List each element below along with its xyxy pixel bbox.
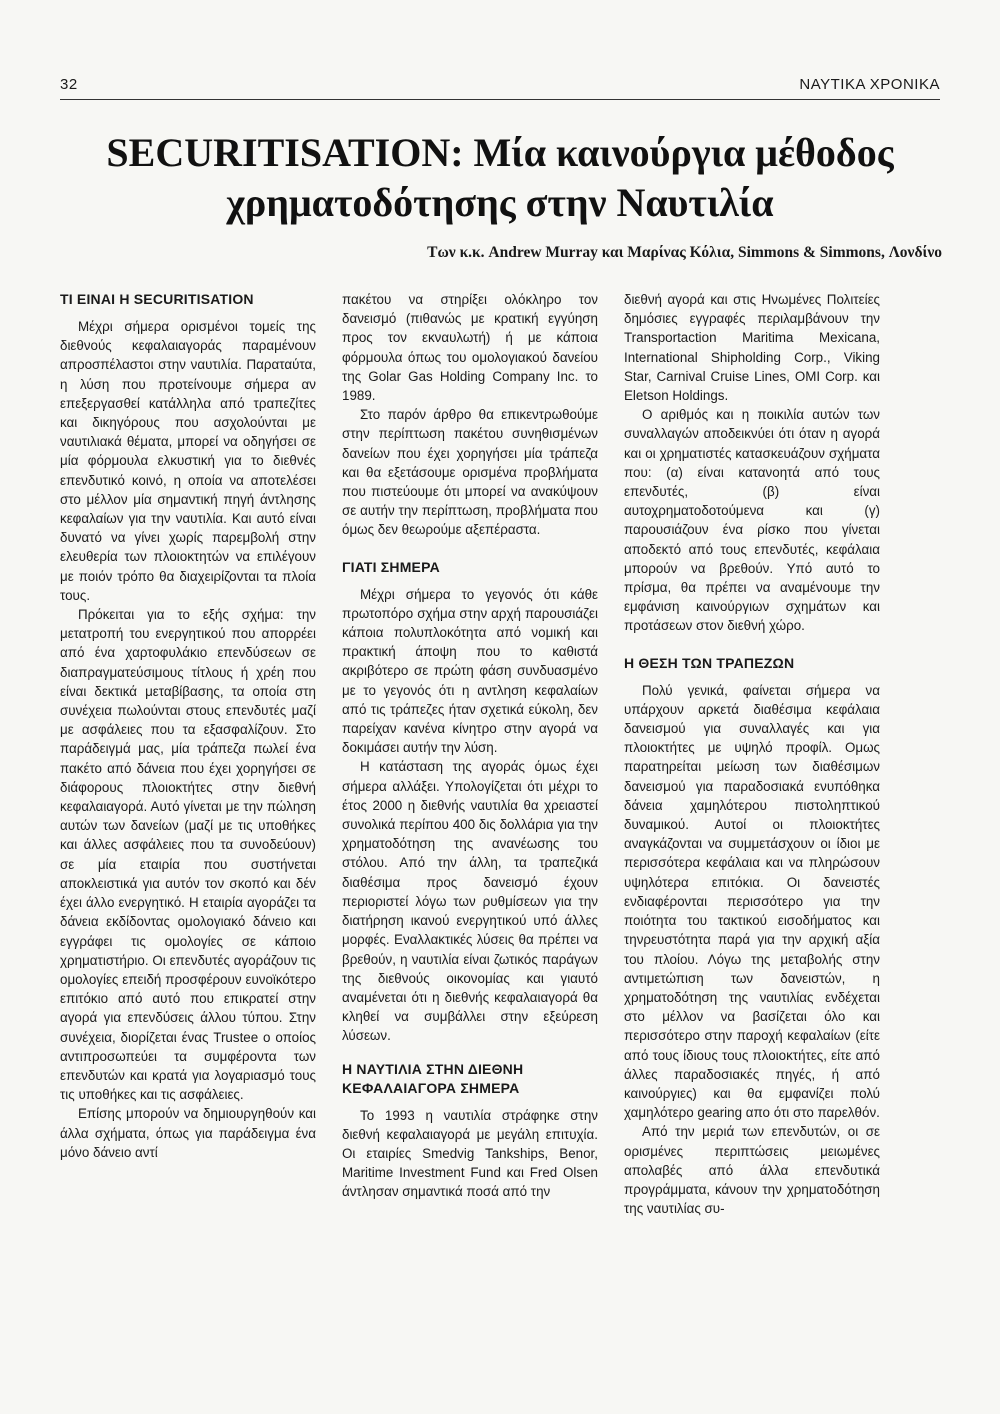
article-byline: Των κ.κ. Andrew Murray και Μαρίνας Κόλια, Simmons & Simmons, Λονδίνο: [427, 244, 942, 261]
header-rule: [60, 99, 940, 100]
paragraph: Μέχρι σήμερα ορισμένοι τομείς της διεθνούς κεφαλαιαγοράς παραμένουν απροσπέλαστοι στην ναυτιλία. Παραταύτα, η λύση που προτείνουμε σήμερα αν επεξεργασθεί κατάλληλα από τραπεζίτες και δικηγόρους που ασχολούνται με ναυτιλιακά θέματα, μπορεί να οδηγήσει σε μία φόρμουλα ελκυστική για το διεθνές επενδυτικό κοινό, η οποία να αποτελέσει στο μέλλον μία σημαντική πηγή άντλησης κεφαλαίων για την ναυτιλία. Και αυτό είναι δυνατό να γίνει χωρίς παρεμβολή στην ελευθερία των πλοιοκτητών να επιλέγουν με ποιόν τρόπο θα διαχειρίζονται τα πλοία τους.: [60, 319, 316, 603]
article-title-line-2: χρηματοδότησης στην Ναυτιλία: [226, 180, 774, 225]
section-heading: [342, 1060, 598, 1098]
section-heading: Η ΘΕΣΗ ΤΩΝ ΤΡΑΠΕΖΩΝ: [624, 654, 795, 671]
section-heading: ΤΙ ΕΙΝΑΙ Η SECURITISATION: [60, 291, 254, 307]
paragraph: Στο παρόν άρθρο θα επικεντρωθούμε στην περίπτωση πακέτου συνηθισμένων δανείων που έχει χορηγήσει μία τράπεζα και θα εξετάσουμε ορισμένα προβλήματα που πιστεύουμε ότι μπορεί να ανακύψουν σε αυτήν την περίπτωση, προβλήματα που όμως δεν θεωρούμε αξεπέραστα.: [342, 407, 598, 538]
paragraph: πακέτου να στηρίξει ολόκληρο τον δανεισμό (πιθανώς με κρατική εγγύηση προς τον εκναυλωτή) ή με κάποια φόρμουλα όπως του ομολογιακού δανείου της Golar Gas Holding Company Inc. το 1989.: [342, 292, 598, 404]
paragraph: Ο αριθμός και η ποικιλία αυτών των συναλλαγών αποδεικνύει ότι όταν η αγορά και οι χρηματιστές κατασκευάζουν σχήματα που: (α) είναι κατανοητά από τους επενδυτές, (β) είναι αυτοχρηματοδοτούμενα και (γ) παρουσιάζουν ένα ρίσκο που γίνεται αποδεκτό από τους επενδυτές, κεφάλαια μπορούν να βρεθούν. Υπό αυτό το πρίσμα, θα πρέπει να αναμένουμε την εμφάνιση καινούργιων σχημάτων και προτάσεων στον διεθνή χώρο.: [624, 407, 880, 634]
section-heading-line-1: Η ΝΑΥΤΙΛΙΑ ΣΤΗΝ ΔΙΕΘΝΗ: [342, 1060, 524, 1077]
article-title: [60, 128, 940, 228]
paragraph: Πρόκειται για το εξής σχήμα: την μετατροπή του ενεργητικού που απορρέει από ένα χαρτοφυλάκιο επενδύσεων σε διαπραγματεύσιμους τίτλους ή χρέη που είναι δεκτικά μεταβίβασης, τα οποία στη συνέχεια πωλούνται στους επενδυτές μαζί με ασφάλειες που τα εξασφαλίζουν. Στο παράδειγμά μας, μία τράπεζα πωλεί ένα πακέτο από δάνεια που έχει χορηγήσει σε διάφορους πλοιοκτήτες στην διεθνή κεφαλαιαγορά. Αυτό γίνεται με την πώληση αυτών των δανείων (μαζί με τις υποθήκες και άλλες ασφάλειες που τα συνοδεύουν) σε μία εταιρία που συστήνεται αποκλειστικά για αυτόν τον σκοπό και δέν έχει άλλο ενεργητικό. Η εταιρία αγοράζει τα δάνεια εκδίδοντας ομολογιακό δάνειο και εγγράφει τις ομολογίες σε κάποιο χρηματιστήριο. Οι επενδυτές αγοράζουν τις ομολογίες επειδή προσφέρουν ευνοϊκότερο επιτόκιο από αυτό που επικρατεί στην αγορά για επενδύσεις άλλου τύπου. Στην συνέχεια, διορίζεται ένας Trustee ο οποίος αντιπροσωπεύει τα συμφέροντα των επενδυτών και κρατά για λογαριασμό τους τις υποθήκες και τις ασφάλειες.: [60, 607, 316, 1103]
paragraph: Πολύ γενικά, φαίνεται σήμερα να υπάρχουν αρκετά διαθέσιμα κεφάλαια δανεισμού για συναλλαγές και για πλοιοκτήτες με υψηλό προφίλ. Ομως παρατηρείται μείωση των διαθέσιμων δανεισμού για παραδοσιακά ενυπόθηκα δάνεια χαμηλότερου πιστοληπτικού δυναμικού. Αυτοί οι πλοιοκτήτες αναγκάζονται να συμμετάσχουν οι ίδιοι με περισσότερα κεφάλαια και να πληρώσουν υψηλότερα επιτόκια. Οι δανειστές ενδιαφέρονται περισσότερο για την ποιότητα του τακτικού εισοδήματος και τηνρευστότητα παρά για την αρχική αξία του πλοίου. Λόγω της μεταβολής στην αντιμετώπιση των δανειστών, η χρηματοδότηση της ναυτιλίας ενδέχεται στο μέλλον να βασίζεται όλο και περισσότερο στην παροχή κεφαλαίων (είτε από τους ίδιους τους πλοιοκτήτες, είτε από άλλες παραδοσιακές πηγές, ή από καινούργιες) και θα εμφανίζει πολύ χαμηλότερο gearing απο ότι στο παρελθόν.: [624, 682, 880, 1121]
article-title-line-1: SECURITISATION: Μία καινούργια μέθοδος: [106, 130, 894, 175]
column-3: [624, 290, 880, 1218]
section-heading-line-2: ΚΕΦΑΛΑΙΑΓΟΡΑ ΣΗΜΕΡΑ: [342, 1079, 520, 1096]
page-number: 32: [60, 76, 78, 93]
section-heading: ΓΙΑΤΙ ΣΗΜΕΡΑ: [342, 558, 440, 575]
column-2: [342, 290, 598, 1202]
paragraph: διεθνή αγορά και στις Ηνωμένες Πολιτείες δημόσιες εγγραφές περιλαμβάνουν την Transportaction Maritima Mexicana, International Shipholding Corp., Viking Star, Carnival Cruise Lines, OMI Corp. και Eletson Holdings.: [624, 292, 880, 404]
paragraph: Η κατάσταση της αγοράς όμως έχει σήμερα αλλάξει. Υπολογίζεται ότι μέχρι το έτος 2000 η διεθνής ναυτιλία θα χρειαστεί συνολικά περίπου 400 δις δολλάρια για την χρηματοδότηση της ανανέωσης του στόλου. Από την άλλη, τα τραπεζικά διαθέσιμα προς δανεισμό έχουν περιοριστεί λόγω των ρυθμίσεων για την διατήρηση ικανού ενεργητικού υπό άλλες μορφές. Εναλλακτικές λύσεις θα πρέπει να βρεθούν, η ναυτιλία είναι ζωτικός παράγων της διεθνούς οικονομίας και γιαυτό αναμένεται ότι η διεθνής κεφαλαιαγορά θα κληθεί να συμβάλλει στην εξεύρεση λύσεων.: [342, 759, 598, 1044]
column-1: [60, 290, 316, 1162]
paragraph: Επίσης μπορούν να δημιουργηθούν και άλλα σχήματα, όπως για παράδειγμα ένα μόνο δάνειο αντί: [60, 1106, 316, 1160]
paragraph: Από την μεριά των επενδυτών, οι σε ορισμένες περιπτώσεις μειωμένες απολαβές από άλλα επενδυτικά προγράμματα, κάνουν την χρηματοδότηση της ναυτιλίας συ-: [624, 1124, 880, 1217]
paragraph: Το 1993 η ναυτιλία στράφηκε στην διεθνή κεφαλαιαγορά με μεγάλη επιτυχία. Οι εταιρίες Smedvig Tankships, Benor, Maritime Investment Fund και Fred Olsen άντλησαν σημαντικά ποσά από την: [342, 1107, 598, 1200]
paragraph: Μέχρι σήμερα το γεγονός ότι κάθε πρωτοπόρο σχήμα στην αρχή παρουσιάζει κάποια πολυπλοκότητα από νομική και πρακτική άποψη που το καθιστά ακριβότερο σε πρώτη φάση συνδυασμένο με το γεγονός ότι η αντληση κεφαλαίων από τις τράπεζες ήταν σχετικά εύκολη, δεν παρείχαν κανένα κίνητρο στην αγορά να δοκιμάσει αυτήν την λύση.: [342, 586, 598, 756]
magazine-name: ΝΑΥΤΙΚΑ ΧΡΟΝΙΚΑ: [799, 76, 940, 93]
page-header: [60, 72, 940, 102]
